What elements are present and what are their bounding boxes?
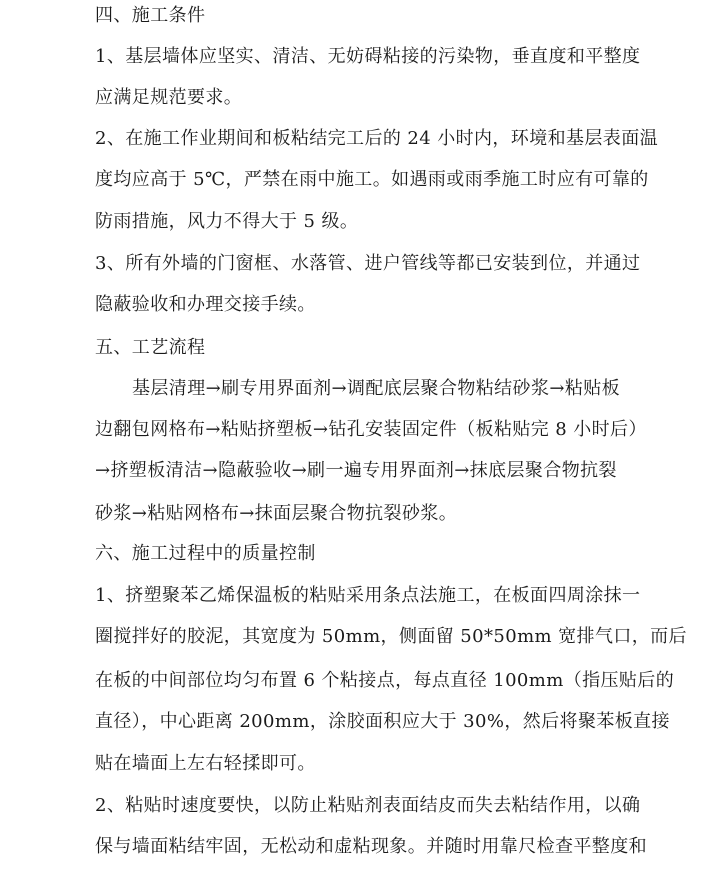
paragraph-line: 隐蔽验收和办理交接手续。 — [95, 294, 316, 315]
paragraph-line: 1、挤塑聚苯乙烯保温板的粘贴采用条点法施工，在板面四周涂抹一 — [95, 585, 641, 606]
paragraph-line: 防雨措施，风力不得大于 5 级。 — [95, 211, 359, 232]
paragraph-line: 直径），中心距离 200mm，涂胶面积应大于 30%，然后将聚苯板直接 — [95, 711, 670, 732]
paragraph-line: 保与墙面粘结牢固，无松动和虚粘现象。并随时用靠尺检查平整度和 — [95, 836, 647, 857]
paragraph-line: 砂浆→粘贴网格布→抹面层聚合物抗裂砂浆。 — [95, 503, 458, 524]
paragraph-line: 度均应高于 5℃，严禁在雨中施工。如遇雨或雨季施工时应有可靠的 — [95, 169, 649, 190]
paragraph-line: 应满足规范要求。 — [95, 87, 243, 108]
paragraph-line: 边翻包网格布→粘贴挤塑板→钻孔安装固定件（板粘贴完 8 小时后） — [95, 419, 647, 440]
paragraph-line: 2、粘贴时速度要快，以防止粘贴剂表面结皮而失去粘结作用，以确 — [95, 795, 641, 816]
section-heading-quality-control: 六、施工过程中的质量控制 — [95, 543, 316, 564]
paragraph-line: 基层清理→刷专用界面剂→调配底层聚合物粘结砂浆→粘贴板 — [132, 378, 621, 399]
section-heading-process-flow: 五、工艺流程 — [95, 337, 206, 358]
section-heading-construction-conditions: 四、施工条件 — [95, 5, 206, 26]
paragraph-line: 1、基层墙体应坚实、清洁、无妨碍粘接的污染物，垂直度和平整度 — [95, 46, 641, 67]
paragraph-line: 在板的中间部位均匀布置 6 个粘接点，每点直径 100mm（指压贴后的 — [95, 670, 675, 691]
paragraph-line: 贴在墙面上左右轻揉即可。 — [95, 753, 316, 774]
paragraph-line: →挤塑板清洁→隐蔽验收→刷一遍专用界面剂→抹底层聚合物抗裂 — [95, 460, 617, 481]
paragraph-line: 3、所有外墙的门窗框、水落管、进户管线等都已安装到位，并通过 — [95, 253, 641, 274]
paragraph-line: 2、在施工作业期间和板粘结完工后的 24 小时内，环境和基层表面温 — [95, 128, 658, 149]
paragraph-line: 圈搅拌好的胶泥，其宽度为 50mm，侧面留 50*50mm 宽排气口，而后 — [95, 626, 687, 647]
